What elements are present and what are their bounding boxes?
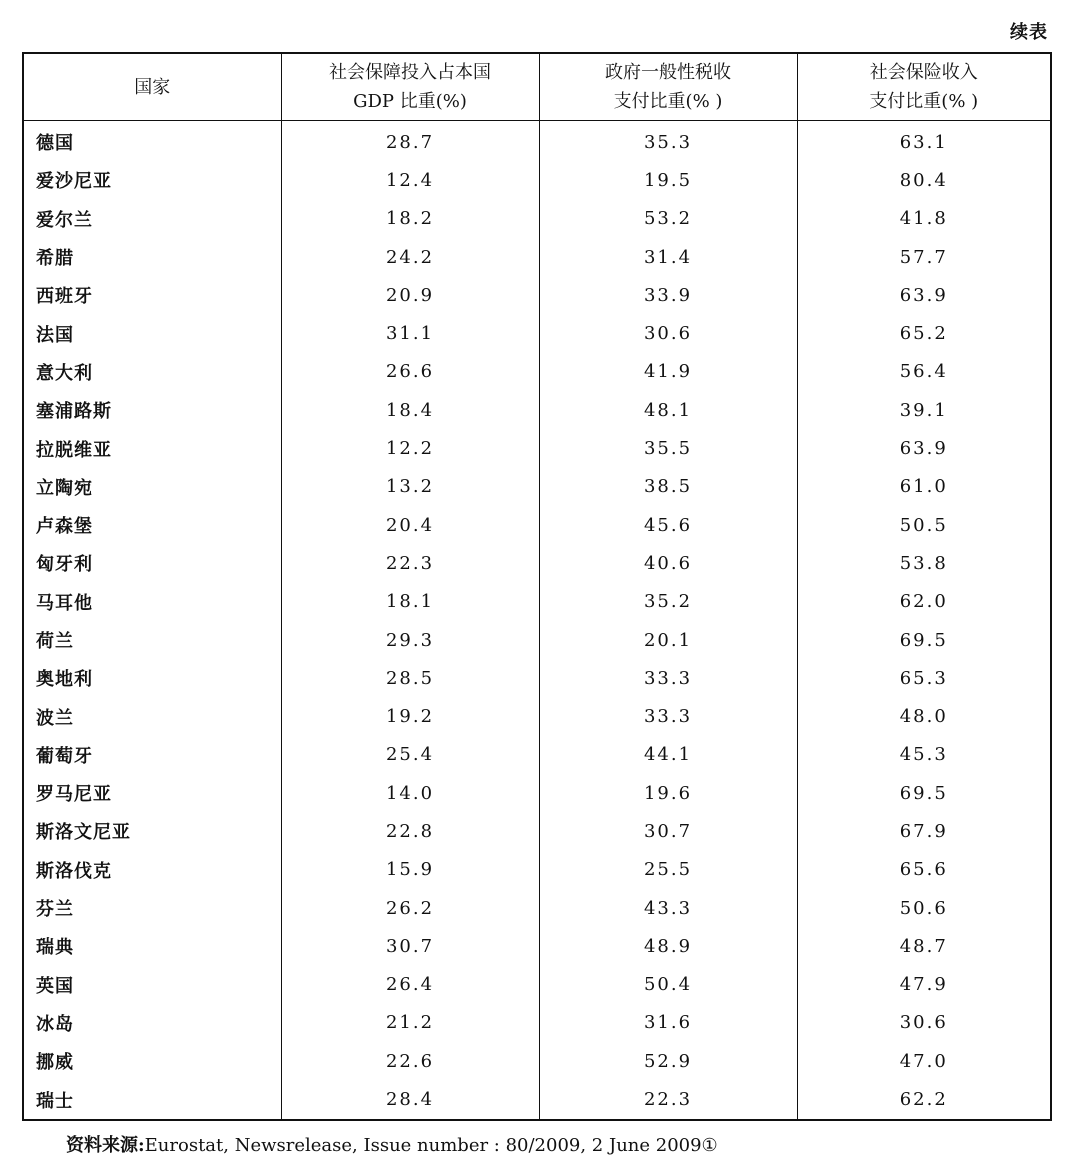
column-header-line1: 社会保险收入 [869,62,978,83]
value-cell: 20.9 [281,276,539,314]
value-cell: 62.0 [899,591,948,613]
table-header [23,53,1051,121]
country-cell: 德国 [23,121,281,162]
country-cell: 希腊 [23,238,281,276]
value-cell: 12.2 [281,429,539,467]
table-row [23,851,1051,889]
country-cell: 斯洛伐克 [23,851,281,889]
country-cell: 西班牙 [23,276,281,314]
value-cell: 39.1 [899,399,948,421]
value-cell: 48.7 [899,935,948,957]
value-cell: 25.4 [281,736,539,774]
value-cell: 48.9 [539,927,797,965]
table-row [23,238,1051,276]
value-cell: 14.0 [281,774,539,812]
table-row [23,353,1051,391]
value-cell: 35.5 [539,429,797,467]
value-cell: 45.3 [899,744,948,766]
value-cell: 45.6 [539,506,797,544]
value-cell: 65.6 [899,859,948,881]
table-row [23,774,1051,812]
value-cell: 40.6 [539,544,797,582]
value-cell: 29.3 [281,621,539,659]
country-cell: 英国 [23,966,281,1004]
value-cell: 65.3 [899,667,948,689]
value-cell: 43.3 [539,889,797,927]
table-row [23,468,1051,506]
value-cell: 63.1 [899,131,948,153]
country-cell: 冰岛 [23,1004,281,1042]
table-row [23,659,1051,697]
value-cell: 63.9 [899,284,948,306]
value-cell: 33.9 [539,276,797,314]
header-row [23,53,1051,121]
table-row [23,1042,1051,1080]
column-header-2 [539,53,797,121]
table-row [23,200,1051,238]
value-cell: 47.9 [899,974,948,996]
column-header-line2: 支付比重(% ) [613,91,723,112]
value-cell: 28.5 [281,659,539,697]
value-cell: 20.4 [281,506,539,544]
country-cell: 法国 [23,314,281,352]
value-cell: 30.6 [539,314,797,352]
value-cell: 26.4 [281,966,539,1004]
table-row [23,812,1051,850]
value-cell: 26.6 [281,353,539,391]
source-label: 资料来源: [66,1135,145,1156]
country-cell: 波兰 [23,697,281,735]
table-row [23,161,1051,199]
table-row [23,1004,1051,1042]
table-row [23,736,1051,774]
value-cell: 30.7 [539,812,797,850]
value-cell: 18.2 [281,200,539,238]
country-cell: 瑞典 [23,927,281,965]
value-cell: 48.0 [899,706,948,728]
value-cell: 20.1 [539,621,797,659]
table-row [23,966,1051,1004]
value-cell: 15.9 [281,851,539,889]
value-cell: 57.7 [899,246,948,268]
continued-table-label: 续表 [1010,22,1048,43]
value-cell: 80.4 [899,169,948,191]
country-cell: 葡萄牙 [23,736,281,774]
value-cell: 69.5 [899,629,948,651]
table-row [23,583,1051,621]
value-cell: 52.9 [539,1042,797,1080]
column-header-3 [797,53,1051,121]
country-cell: 卢森堡 [23,506,281,544]
country-cell: 瑞士 [23,1080,281,1119]
value-cell: 67.9 [899,820,948,842]
social-security-table [22,52,1052,1121]
country-cell: 罗马尼亚 [23,774,281,812]
value-cell: 13.2 [281,468,539,506]
table-row [23,506,1051,544]
country-cell: 挪威 [23,1042,281,1080]
table-row [23,697,1051,735]
value-cell: 62.2 [899,1089,948,1111]
value-cell: 30.7 [281,927,539,965]
table-row [23,391,1051,429]
value-cell: 19.2 [281,697,539,735]
table-body [23,121,1051,1120]
country-cell: 塞浦路斯 [23,391,281,429]
column-header-line2: 支付比重(% ) [869,91,979,112]
value-cell: 31.6 [539,1004,797,1042]
column-header-line1: 社会保障投入占本国 [329,62,491,83]
value-cell: 65.2 [899,323,948,345]
value-cell: 48.1 [539,391,797,429]
value-cell: 35.3 [539,121,797,162]
value-cell: 33.3 [539,659,797,697]
table-row [23,121,1051,162]
source-text: Eurostat, Newsrelease, Issue number : 80/2009, 2 June 2009① [144,1135,718,1156]
table-row [23,314,1051,352]
table-row [23,927,1051,965]
value-cell: 19.5 [539,161,797,199]
country-cell: 爱尔兰 [23,200,281,238]
country-cell: 意大利 [23,353,281,391]
country-cell: 荷兰 [23,621,281,659]
value-cell: 33.3 [539,697,797,735]
value-cell: 69.5 [899,782,948,804]
country-cell: 斯洛文尼亚 [23,812,281,850]
table-row [23,429,1051,467]
value-cell: 30.6 [899,1012,948,1034]
column-header-1 [281,53,539,121]
value-cell: 22.8 [281,812,539,850]
country-cell: 拉脱维亚 [23,429,281,467]
value-cell: 50.6 [899,897,948,919]
value-cell: 25.5 [539,851,797,889]
value-cell: 53.2 [539,200,797,238]
table-row [23,276,1051,314]
column-header-line1: 国家 [134,76,171,98]
value-cell: 31.1 [281,314,539,352]
country-cell: 马耳他 [23,583,281,621]
column-header-line2: GDP 比重(%) [353,91,467,112]
table-row [23,889,1051,927]
value-cell: 53.8 [899,552,948,574]
value-cell: 50.5 [899,514,948,536]
value-cell: 38.5 [539,468,797,506]
value-cell: 18.1 [281,583,539,621]
value-cell: 28.4 [281,1080,539,1119]
value-cell: 22.6 [281,1042,539,1080]
country-cell: 立陶宛 [23,468,281,506]
value-cell: 44.1 [539,736,797,774]
value-cell: 31.4 [539,238,797,276]
value-cell: 18.4 [281,391,539,429]
column-header-0 [23,53,281,121]
value-cell: 41.8 [899,208,948,230]
country-cell: 奥地利 [23,659,281,697]
value-cell: 47.0 [899,1050,948,1072]
source-note [66,1131,718,1157]
column-header-line1: 政府一般性税收 [605,62,731,83]
table-row [23,1080,1051,1119]
value-cell: 22.3 [539,1080,797,1119]
country-cell: 匈牙利 [23,544,281,582]
value-cell: 22.3 [281,544,539,582]
value-cell: 41.9 [539,353,797,391]
value-cell: 35.2 [539,583,797,621]
value-cell: 21.2 [281,1004,539,1042]
value-cell: 61.0 [899,476,948,498]
value-cell: 56.4 [899,361,948,383]
table-row [23,621,1051,659]
value-cell: 24.2 [281,238,539,276]
value-cell: 63.9 [899,438,948,460]
table-row [23,544,1051,582]
value-cell: 19.6 [539,774,797,812]
value-cell: 12.4 [281,161,539,199]
value-cell: 26.2 [281,889,539,927]
country-cell: 芬兰 [23,889,281,927]
country-cell: 爱沙尼亚 [23,161,281,199]
value-cell: 50.4 [539,966,797,1004]
value-cell: 28.7 [281,121,539,162]
